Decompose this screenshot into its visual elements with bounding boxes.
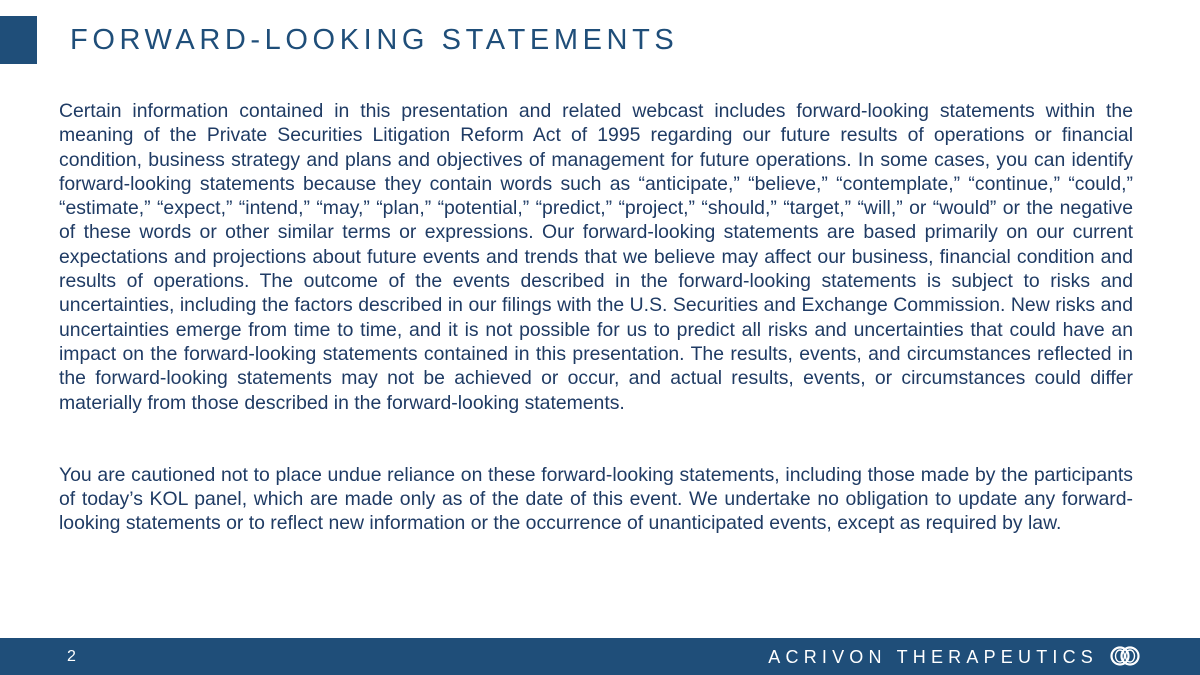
company-name: ACRIVON THERAPEUTICS — [768, 647, 1098, 667]
footer-bar — [0, 638, 1200, 675]
disclaimer-paragraph-1: Certain information contained in this presentation and related webcast includes forward-looking statements within the meaning of the Private Securities Litigation Reform Act of 1995 regarding our future results of operations or financial condition, business strategy and plans and objectives of management for future operations. In some cases, you can identify forward-looking statements because they contain words such as “anticipate,” “believe,” “contemplate,” “continue,” “could,” “estimate,” “expect,” “intend,” “may,” “plan,” “potential,” “predict,” “project,” “should,” “target,” “will,” or “would” or the negative of these words or other similar terms or expressions. Our forward-looking statements are based primarily on our current expectations and projections about future events and trends that we believe may affect our business, financial condition and results of operations. The outcome of the events described in the forward-looking statements is subject to risks and uncertainties, including the factors described in our filings with the U.S. Securities and Exchange Commission. New risks and uncertainties emerge from time to time, and it is not possible for us to predict all risks and uncertainties that could have an impact on the forward-looking statements contained in this presentation. The results, events, and circumstances reflected in the forward-looking statements may not be achieved or occur, and actual results, events, or circumstances could differ materially from those described in the forward-looking statements. — [59, 100, 1133, 414]
interlocking-rings-logo-icon — [1108, 644, 1142, 668]
disclaimer-paragraph-2: You are cautioned not to place undue reliance on these forward-looking statements, including those made by the participants of today’s KOL panel, which are made only as of the date of this event. We undertake no obligation to update any forward-looking statements or to reflect new information or the occurrence of unanticipated events, except as required by law. — [59, 463, 1133, 535]
page-title: FORWARD-LOOKING STATEMENTS — [70, 24, 679, 56]
title-accent-bar — [0, 16, 37, 64]
disclaimer-body — [59, 99, 1133, 536]
page-number: 2 — [67, 648, 76, 665]
